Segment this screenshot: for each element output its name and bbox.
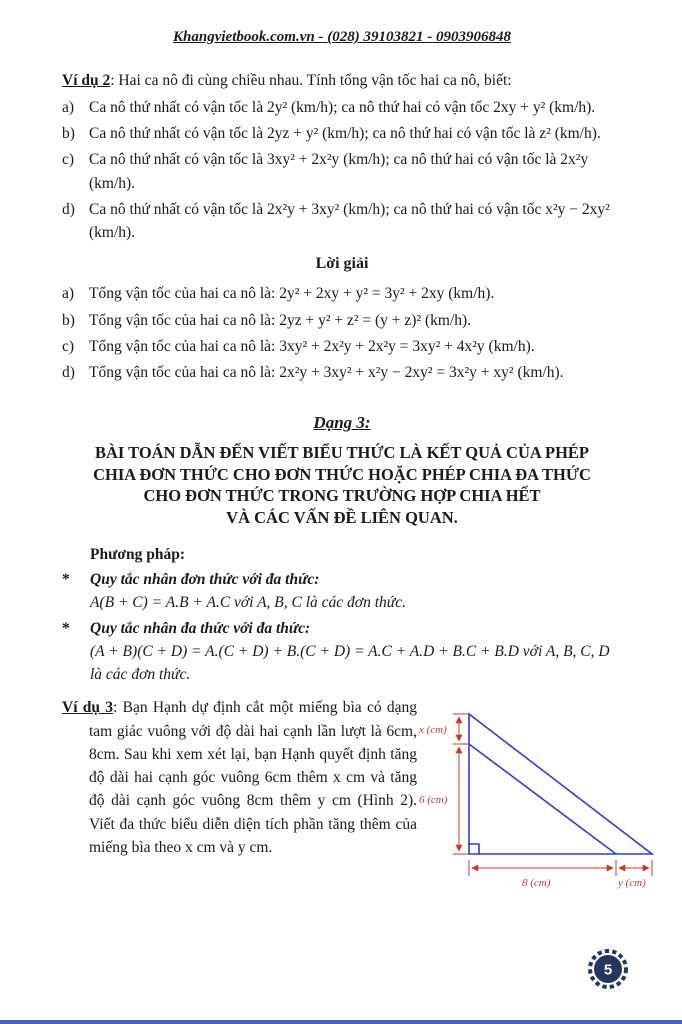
item-text: Ca nô thứ nhất có vận tốc là 2yz + y² (km/h); ca nô thứ hai có vận tốc là z² (km/h). [89,125,601,142]
title-line: CHO ĐƠN THỨC TRONG TRƯỜNG HỢP CHIA HẾT [143,486,541,506]
item-text: Tổng vận tốc của hai ca nô là: 3xy² + 2x²y + 2x²y = 3xy² + 4x²y (km/h). [89,337,535,355]
example-2-section [62,69,622,245]
rule-title: Quy tắc nhân đa thức với đa thức: [90,619,311,637]
item-prefix: a) [62,285,75,303]
rule-title: Quy tắc nhân đơn thức với đa thức: [90,571,320,589]
dim-label-8: 8 (cm) [522,877,551,890]
item-text: Tổng vận tốc của hai ca nô là: 2x²y + 3xy² + x²y − 2xy² = 3x²y + xy² (km/h). [89,364,564,381]
item-prefix: c) [62,337,75,355]
list-item [62,122,622,145]
item-text: Ca nô thứ nhất có vận tốc là 2y² (km/h); ca nô thứ hai có vận tốc 2xy + y² (km/h). [89,98,596,116]
example-3-label: Ví dụ 3 [62,699,114,717]
solution-section [62,252,622,384]
footer-accent-bar [0,1020,682,1024]
dimension-labels [418,724,646,889]
item-prefix: b) [62,311,75,329]
rule-item [62,568,622,615]
rule-body [90,617,622,687]
page-number: 5 [603,961,613,979]
rule-bullet: * [62,571,70,589]
rule-item [62,617,622,687]
item-prefix: a) [62,98,75,116]
method-section [62,543,622,687]
section-3-label: Dạng 3: [313,413,371,433]
list-item [62,335,622,358]
example-3-section [62,696,646,902]
example-2-label: Ví dụ 2 [62,71,111,89]
example-3-text: : Bạn Hạnh dự định cắt một miếng bìa có dạng tam giác vuông với độ dài hai cạnh lần lượt là 6cm, 8cm. Sau khi xem xét lại, bạn Hạnh quyết định tăng độ dài hai cạnh góc vuông 6cm thêm x cm và tăng độ dài cạnh góc vuông 8cm thêm y cm (Hình 2). Viết đa thức biểu diễn diện tích phần tăng thêm của miếng bìa theo x cm và y cm. [89,699,417,856]
list-item [62,198,622,245]
example-2-intro-text: : Hai ca nô đi cùng chiều nhau. Tính tổng vận tốc hai ca nô, biết: [110,71,512,89]
list-item [62,282,622,305]
dim-label-6: 6 (cm) [419,794,448,807]
solution-title: Lời giải [315,255,369,273]
example-3-text-block [62,696,417,902]
item-text: Ca nô thứ nhất có vận tốc là 3xy² + 2x²y (km/h); ca nô thứ hai có vận tốc là 2x²y (km/h). [89,151,589,192]
dim-label-x: x (cm) [419,724,447,737]
item-prefix: c) [62,151,75,169]
rule-formula: A(B + C) = A.B + A.C với A, B, C là các đơn thức. [90,594,406,612]
example-2-intro [62,69,622,92]
page-number-badge [585,943,631,1000]
item-prefix: d) [62,200,75,218]
figure-2 [417,696,657,902]
item-text: Tổng vận tốc của hai ca nô là: 2yz + y² + z² = (y + z)² (km/h). [89,311,472,329]
page-badge-icon [585,943,631,995]
header-contact-line: Khangvietbook.com.vn - (028) 39103821 - 0903906848 [173,29,511,45]
dim-label-y: y (cm) [618,877,646,890]
title-line: BÀI TOÁN DẪN ĐẾN VIẾT BIỂU THỨC LÀ KẾT QUẢ CỦA PHÉP [94,442,590,462]
rule-body [90,568,622,615]
item-prefix: d) [62,364,75,381]
title-line: VÀ CÁC VẤN ĐỀ LIÊN QUAN. [226,508,458,528]
dimension-lines [453,714,652,876]
list-item [62,309,622,332]
section-3-title [62,442,622,529]
figure-triangle [417,704,657,902]
list-item [62,148,622,195]
rule-bullet: * [62,619,70,637]
rule-formula: (A + B)(C + D) = A.(C + D) + B.(C + D) = A.C + A.D + B.C + B.D với A, B, C, D là các đơn thức. [90,642,610,684]
method-label: Phương pháp: [90,545,185,563]
item-text: Tổng vận tốc của hai ca nô là: 2y² + 2xy + y² = 3y² + 2xy (km/h). [89,285,495,303]
item-text: Ca nô thứ nhất có vận tốc là 2x²y + 3xy² (km/h); ca nô thứ hai có vận tốc x²y − 2xy² (km/h). [89,200,610,241]
list-item [62,96,622,119]
section-3-heading [62,410,622,529]
triangle-lines [469,714,652,854]
list-item [62,361,622,384]
item-prefix: b) [62,125,75,142]
title-line: CHIA ĐƠN THỨC CHO ĐƠN THỨC HOẶC PHÉP CHIA ĐA THỨC [93,464,591,484]
